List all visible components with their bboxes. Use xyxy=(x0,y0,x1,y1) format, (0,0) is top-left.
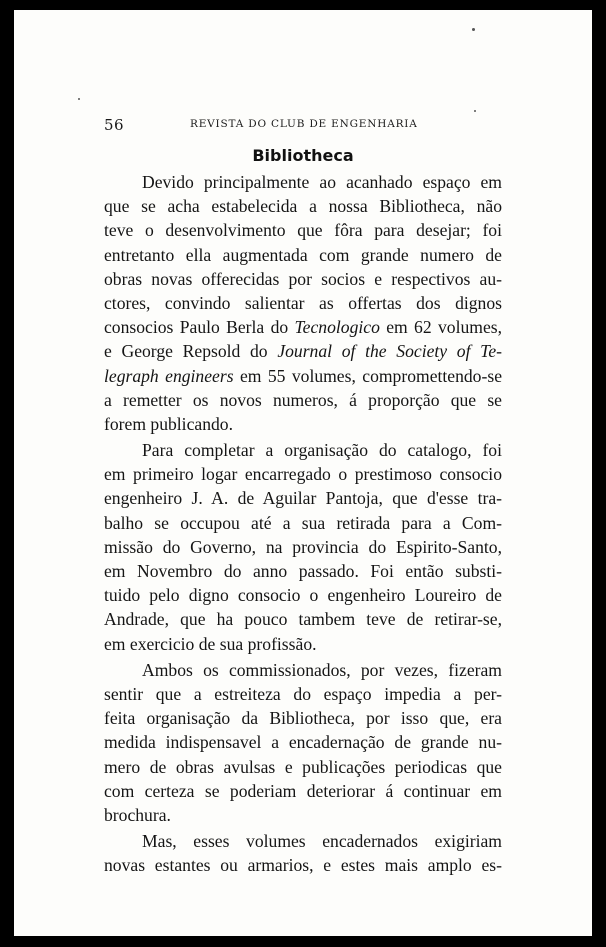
paper-speck xyxy=(472,28,475,31)
text-line: brochura. xyxy=(104,804,171,825)
section-title: Bibliotheca xyxy=(252,146,354,165)
text-line: tuido pelo digno consocio o engenheiro Loureiro de xyxy=(104,585,502,606)
text-segment: em 62 volumes, xyxy=(379,317,502,338)
text-line: Ambos os commissionados, por vezes, fizeram xyxy=(142,659,502,680)
text-line xyxy=(104,339,502,363)
text-line: missão do Governo, na provincia do Espirito-Santo, xyxy=(104,536,502,557)
text-line: sentir que a estreiteza do espaço impedia a per- xyxy=(104,683,502,704)
page-header xyxy=(104,116,434,136)
paper-speck xyxy=(474,110,476,112)
paragraph-1 xyxy=(104,170,502,436)
text-line: Para completar a organisação do catalogo, foi xyxy=(142,440,502,461)
text-line: em exercicio de sua profissão. xyxy=(104,633,317,654)
text-segment: e George Repsold do xyxy=(104,341,278,362)
text-line: balho se occupou até a sua retirada para a Com- xyxy=(104,512,502,533)
paragraph-3 xyxy=(104,658,502,827)
paragraph-4 xyxy=(104,829,502,877)
text-line: em primeiro logar encarregado o prestimoso consocio xyxy=(104,464,502,485)
paper-speck xyxy=(78,98,80,100)
text-line: forem publicando. xyxy=(104,413,233,434)
italic-title-journal-cont: legraph engineers xyxy=(104,365,234,386)
text-line: medida indispensavel a encadernação de grande nu- xyxy=(104,732,502,753)
text-line: feita organisação da Bibliotheca, por isso que, era xyxy=(104,708,502,729)
text-segment: em 55 volumes, compromettendo-se xyxy=(233,365,502,386)
text-line: teve o desenvolvimento que fôra para desejar; foi xyxy=(104,220,502,241)
text-line: Devido principalmente ao acanhado espaço em xyxy=(142,172,502,192)
italic-title-journal: Journal of the Society of Te- xyxy=(277,341,503,362)
text-line xyxy=(104,364,502,388)
text-line: a remetter os novos numeros, á proporção que se xyxy=(104,389,502,410)
text-line: em Novembro do anno passado. Foi então substi- xyxy=(104,561,502,581)
text-line xyxy=(104,315,502,339)
text-line: que se acha estabelecida a nossa Bibliotheca, não xyxy=(104,196,502,217)
text-line: entretanto ella augmentada com grande numero de xyxy=(104,244,502,265)
text-line: ctores, convindo salientar as offertas dos dignos xyxy=(104,292,502,313)
text-line: mero de obras avulsas e publicações periodicas que xyxy=(104,756,502,777)
text-line: obras novas offerecidas por socios e respectivos au- xyxy=(104,268,502,289)
text-line: Andrade, que ha pouco tambem teve de retirar-se, xyxy=(104,609,502,630)
running-title: REVISTA DO CLUB DE ENGENHARIA xyxy=(190,118,418,130)
italic-title-tecnologico: Tecnologico xyxy=(294,317,380,338)
text-segment: consocios Paulo Berla do xyxy=(104,317,295,338)
text-line: Mas, esses volumes encadernados exigiriam xyxy=(142,831,502,852)
body-text xyxy=(104,170,502,877)
text-line: com certeza se poderiam deteriorar á continuar em xyxy=(104,780,502,801)
text-line: novas estantes ou armarios, e estes mais amplo es- xyxy=(104,855,502,876)
paragraph-2 xyxy=(104,438,502,656)
text-line: engenheiro J. A. de Aguilar Pantoja, que d'esse tra- xyxy=(104,488,502,509)
page-number: 56 xyxy=(104,116,125,134)
